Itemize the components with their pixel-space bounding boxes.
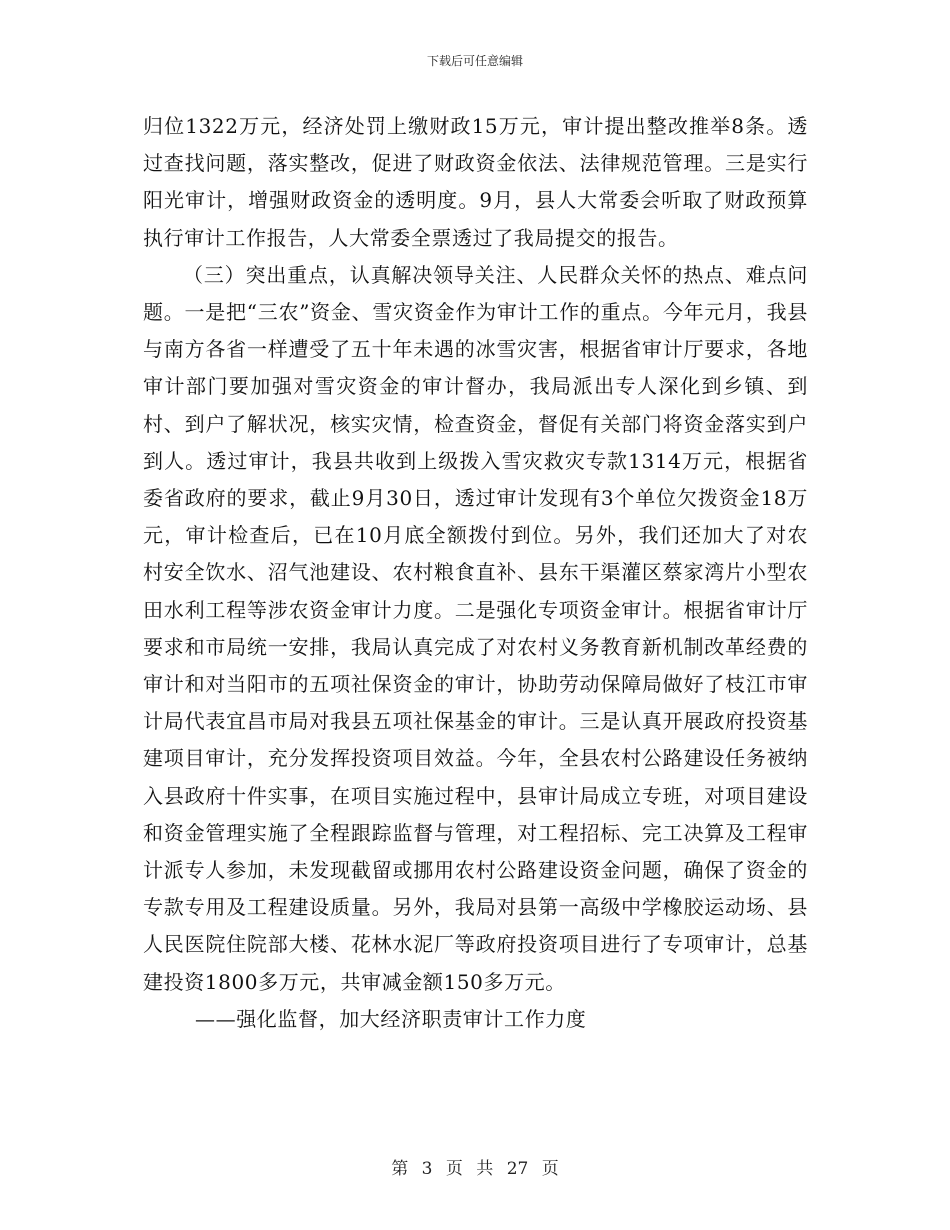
page-header: 下载后可任意编辑	[426, 54, 523, 68]
paragraph-1: 归位1322万元，经济处罚上缴财政15万元，审计提出整改推举8条。透过查找问题，落实整改，促进了财政资金依法、法律规范管理。三是实行阳光审计，增强财政资金的透明度。9月，县人大常委会听取了财政预算执行审计工作报告，人大常委全票透过了我局提交的报告。	[143, 114, 808, 250]
page-footer: 第 3 页 共 27 页	[391, 1159, 559, 1179]
paragraph-2: （三）突出重点，认真解决领导关注、人民群众关怀的热点、难点问题。一是把“三农”资金、雪灾资金作为审计工作的重点。今年元月，我县与南方各省一样遭受了五十年未遇的冰雪灾害，根据省审计厅要求，各地审计部门要加强对雪灾资金的审计督办，我局派出专人深化到乡镇、到村、到户了解状况，核实灾情，检查资金，督促有关部门将资金落实到户到人。透过审计，我县共收到上级拨入雪灾救灾专款1314万元，根据省委省政府的要求，截止9月30日，透过审计发现有3个单位欠拨资金18万元，审计检查后，已在10月底全额拨付到位。另外，我们还加大了对农村安全饮水、沼气池建设、农村粮食直补、县东干渠灌区蔡家湾片小型农田水利工程等涉农资金审计力度。二是强化专项资金审计。根据省审计厅要求和市局统一安排，我局认真完成了对农村义务教育新机制改革经费的审计和对当阳市的五项社保资金的审计，协助劳动保障局做好了枝江市审计局代表宜昌市局对我县五项社保基金的审计。三是认真开展政府投资基建项目审计，充分发挥投资项目效益。今年，全县农村公路建设任务被纳入县政府十件实事，在项目实施过程中，县审计局成立专班，对项目建设和资金管理实施了全程跟踪监督与管理，对工程招标、完工决算及工程审计派专人参加，未发现截留或挪用农村公路建设资金问题，确保了资金的专款专用及工程建设质量。另外，我局对县第一高级中学橡胶运动场、县人民医院住院部大楼、花林水泥厂等政府投资项目进行了专项审计，总基建投资1800多万元，共审减金额150多万元。	[143, 262, 808, 994]
section-subheading: ——强化监督，加大经济职责审计工作力度	[195, 1006, 587, 1031]
document-body	[143, 108, 808, 1038]
